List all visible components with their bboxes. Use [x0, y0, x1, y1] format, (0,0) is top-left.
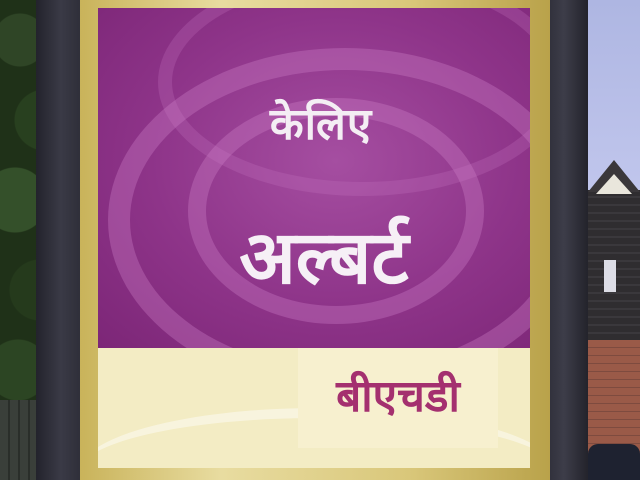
sign-text-line-2: अल्बर्ट — [239, 215, 409, 301]
sign-text-line-3: बीएचडी — [336, 371, 460, 422]
roof-vent — [604, 260, 616, 292]
house-gable-face — [596, 174, 632, 194]
sign-panel — [98, 8, 530, 468]
parked-car — [588, 444, 640, 480]
house — [582, 160, 640, 480]
sign-text-line-1: केलिए — [269, 99, 373, 150]
